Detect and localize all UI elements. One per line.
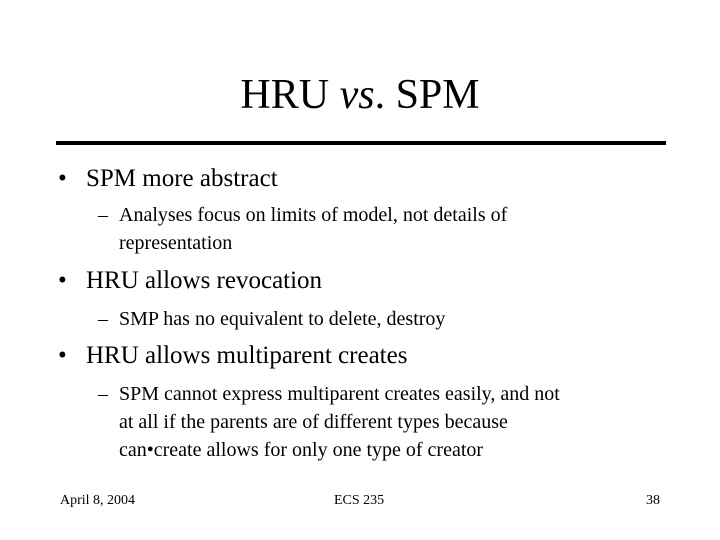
sub-bullet-1 <box>98 201 507 257</box>
sub-bullet-line: SPM cannot express multiparent creates easily, and not <box>119 383 560 405</box>
bullet-item-3 <box>58 341 407 371</box>
footer-page-number: 38 <box>646 493 660 508</box>
sub-bullet-line: can•create allows for only one type of creator <box>119 439 484 461</box>
bullet-marker: • <box>58 165 67 192</box>
sub-bullet-line: Analyses focus on limits of model, not details of <box>119 204 508 226</box>
sub-bullet-line: representation <box>119 232 233 254</box>
bullet-text: HRU allows revocation <box>86 267 323 294</box>
title-italic: vs <box>339 72 375 118</box>
bullet-text: HRU allows multiparent creates <box>86 342 408 369</box>
footer-course: ECS 235 <box>334 493 385 508</box>
sub-bullet-marker: – <box>98 204 108 226</box>
sub-bullet-line: at all if the parents are of different types because <box>119 411 508 433</box>
title-rest: . SPM <box>374 72 480 118</box>
bullet-text: SPM more abstract <box>86 165 278 192</box>
footer-date: April 8, 2004 <box>60 493 136 508</box>
sub-bullet-marker: – <box>98 383 108 405</box>
sub-bullet-3 <box>98 380 560 464</box>
sub-bullet-2 <box>98 305 445 333</box>
bullet-marker: • <box>58 267 67 294</box>
sub-bullet-marker: – <box>98 308 108 330</box>
bullet-item-2 <box>58 266 322 296</box>
title-divider <box>56 141 666 145</box>
sub-bullet-line: SMP has no equivalent to delete, destroy <box>119 308 446 330</box>
bullet-item-1 <box>58 164 278 194</box>
title-main: HRU <box>240 72 330 118</box>
bullet-marker: • <box>58 342 67 369</box>
slide-title <box>0 70 720 120</box>
